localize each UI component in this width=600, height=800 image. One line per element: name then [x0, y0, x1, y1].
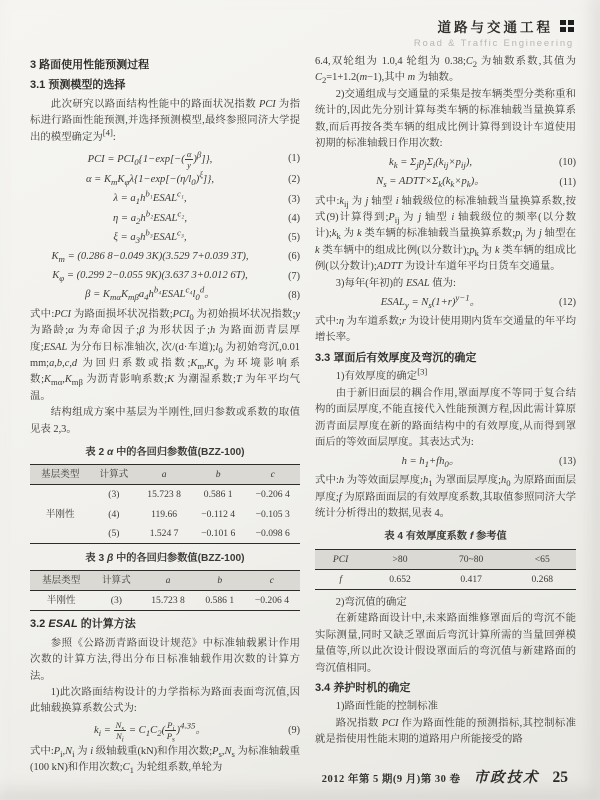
table-cell: (3) [110, 595, 122, 607]
section-3-2-heading: 3.2 ESAL 的计算方法 [30, 618, 136, 631]
equation-13 [315, 454, 576, 471]
table-2 [30, 464, 300, 544]
table-3-caption: 表 3 β 中的各回归参数值(BZZ-100) [85, 552, 245, 564]
table-cell: −0.101 6 [201, 527, 236, 539]
paragraph-structure-note: 结构组成方案中基层为半刚性,回归参数或系数的取值见表 2,3。 [30, 407, 300, 435]
table-header-cell: 基层类型 [41, 575, 81, 587]
equation [30, 188, 300, 208]
equation-body: $\alpha = K_mK_\varphi\lambda\{1-\exp[-(\eta/l_0)^\xi]\}$, [85, 169, 215, 188]
table-header-cell: b [215, 469, 221, 481]
equation-12 [315, 292, 576, 312]
table-header-cell: 基层类型 [41, 469, 80, 481]
table-cell: 119.66 [151, 508, 178, 520]
equation-number: (9) [288, 724, 300, 736]
equation [30, 169, 300, 189]
equation [30, 207, 300, 228]
equation [315, 174, 576, 191]
paragraph-pci-indicator: 路况指数 PCI 作为路面性能的预测指标,其控制标准就是指使用性能末期的道路用户所能接受的路 [315, 717, 576, 746]
table-cell: 0.417 [460, 573, 482, 585]
table-4 [315, 549, 576, 590]
equations-1-to-8 [30, 149, 300, 305]
equation [30, 249, 300, 266]
paragraph-deflection-assumption: 在新建路面设计中,未来路面维修罩面后的弯沉不能实际测量,同时又缺乏罩面后弯沉计算所需的当量回弹模量值等,所以此次设计假设罩面后的弯沉值与新建路面的弯沉值相同。 [315, 613, 576, 674]
equation-number: (4) [288, 212, 300, 224]
section-title-en: Road & Traffic Engineering [413, 38, 574, 49]
equation [315, 155, 576, 172]
equation-number: (3) [288, 193, 300, 205]
section-title-cn: 道路与交通工程 [437, 20, 553, 35]
table-cell: (5) [108, 527, 120, 539]
table-header-cell: c [270, 469, 275, 481]
table-header-cell: a [165, 575, 171, 587]
paragraph-yearly-esal: 3)每年(年初)的 ESAL 值为: [335, 277, 456, 289]
right-column [315, 54, 576, 777]
equation-number: (5) [288, 232, 300, 244]
equations-10-11 [315, 155, 576, 191]
table-header-cell: 计算式 [99, 469, 129, 481]
table-2-caption: 表 2 α 中的各回归参数值(BZZ-100) [85, 447, 245, 459]
equation-body: $k_i$ = $\frac{N_s}{N_i}$ = $C_1C_2$( $\frac{P_i}{P_s}$ )$^{4.35}$。 [93, 720, 207, 745]
equation [30, 268, 300, 285]
table-cell: −0.098 6 [255, 527, 290, 539]
section-3-1-heading: 3.1 预测模型的选择 [30, 79, 126, 92]
table-cell: 15.723 8 [147, 489, 181, 501]
equation-9 [30, 720, 300, 745]
equation [30, 227, 300, 247]
table-row [315, 569, 576, 589]
equation-body: $\eta = a_2h^{b_2}ESAL^{c_2}$, [113, 207, 187, 226]
paragraph-symbols-4: 式中:η 为车道系数;r 为设计使用期内货车交通量的年平均增长率。 [315, 315, 577, 344]
equation-number: (6) [288, 251, 300, 263]
equation-body: $K_m = (0.286$ 8−0.049 3K)(3.529 7+0.039 3T), [51, 250, 249, 265]
equation-number: (10) [559, 157, 576, 169]
table-header-cell: >80 [392, 553, 408, 565]
table-4-caption: 表 4 有效厚度系数 f 参考值 [384, 531, 507, 543]
paragraph-model-intro: 此次研究以路面结构性能中的路面状况指数 PCI 为指标进行路面性能预测,并选择预测模型,最终参照同济大学提出的模型确定为[4]: [30, 98, 300, 143]
table-cell: 0.586 1 [205, 595, 235, 607]
equation-body: $h = h_1+fh_0$。 [401, 455, 460, 469]
table-header-cell: a [161, 469, 167, 481]
equation-number: (7) [288, 270, 300, 282]
table-cell: (3) [108, 489, 120, 501]
paragraph-symbols-3: 式中$:k_{ij}$ 为 j 轴型 i 轴载级位的标准轴载当量换算系数,按式(9)计算得到$;P_{ij}$ 为 j 轴型 i 轴载级位的频率(以分数计)$;k_k$ 为 k 类车辆的标准轴载当量换算系数$;p_j$ 为 j 轴型在 k 类车辆中的组成比例(以分数计)$;p_k$ 为 k 类车辆的组成比例(以分数计);ADTT 为设计车道年平均日货车交通量。 [315, 195, 577, 273]
paragraph-wheel-factors: 6.4,双轮组为 1.0,4 轮组为 $0.38;C_2$ 为轴数系数,其值为 $C_2=1+1.2(m-1)$,其中 m 为轴数。 [315, 56, 576, 86]
paragraph-symbols-2: 式中$:P_i,N_i$ 为 i 级轴载重(kN)和作用次数$;P_s,N_s$ 为标准轴载重(100 kN)和作用次数$;C_1$ 为轮组系数,单轮为 [30, 745, 300, 776]
paragraph-deflection-index: 1)此次路面结构设计的力学指标为路面表面弯沉值,因此轴载换算系数公式为: [30, 687, 300, 715]
equation-number: (2) [288, 174, 300, 186]
table-header-row [315, 549, 576, 569]
equation-body: $\xi = a_3h^{b_3}ESAL^{c_3}$, [113, 227, 187, 245]
table-cell: 0.268 [531, 573, 554, 585]
equation [315, 292, 576, 312]
table-cell: 半刚性 [46, 595, 76, 607]
equation-number: (1) [288, 152, 300, 164]
squares-grid-icon [560, 20, 574, 32]
journal-section-header [414, 16, 574, 49]
paragraph-traffic-composition: 2)交通组成与交通量的采集是按车辆类型分类称重和统计的,因此先分别计算每类车辆的标准轴载当量换算系数,而后再按各类车辆的组成比例计算得到设计车道使用初期的标准轴载日作用次数: [315, 88, 576, 150]
table-header-cell: c [269, 575, 275, 587]
paragraph-symbols-5: 式中:h 为等效面层厚度$;h_1$ 为罩面层厚度$;h_0$ 为原路面面层厚度;f 为原路面面层的有效厚度系数,其取值参照同济大学统计分析得出的数据,见表 4。 [315, 475, 577, 519]
table-cell: −0.206 4 [255, 489, 290, 501]
section-3-3-heading: 3.3 罩面后有效厚度及弯沉的确定 [315, 351, 477, 364]
table-cell: −0.206 4 [254, 595, 290, 607]
table-header-row [30, 465, 300, 485]
equation-body: $\lambda = a_1h^{b_1}ESAL^{c_1}$, [113, 188, 187, 207]
paragraph-symbols-1: 式中:PCI 为路面损坏状况指数$;PCI_0$ 为初始损坏状况指数;y 为路龄;α 为寿命因子;β 为形状因子;h 为路面沥青层厚度;ESAL 为分布日标准轴次, 次/(d·车道)$;l_0$ 为初始弯沉,0.01 mm;a,b,c,d 为回归系数或指数$;K_m,K_\varphi$ 为环境影响系数$;K_{m\alpha},K_{m\beta}$ 为沥青影响系数;K 为潮湿系数;T 为年平均气温。 [30, 308, 301, 402]
table-header-cell: <65 [534, 553, 550, 565]
equation-body: $\beta = K_{m\alpha}K_{m\beta}a_4h^{b_4}ESAL^{c_4}l_0^d$。 [85, 284, 215, 303]
page-number: 25 [552, 769, 568, 786]
paragraph-control-standard-label: 1)路面性能的控制标准 [335, 701, 438, 713]
footer-issue-info: 2012 年第 5 期(9 月)第 30 卷 [321, 774, 461, 785]
equation-body: $N_s$ = $ADTT\times\Sigma_k(k_k\times p_k)$。 [376, 176, 485, 190]
table-cell: (4) [108, 508, 120, 520]
paragraph-deflection-label: 2)弯沉值的确定 [335, 596, 407, 608]
table-cell: f [339, 573, 342, 585]
paragraph-esal-method: 参照《公路沥青路面设计规范》中标准轴载累计作用次数的计算方法,得出分布日标准轴载作用次数的计算方法。 [30, 637, 300, 682]
table-row [30, 485, 300, 505]
equation-body: $ESAL_y = N_s(1+r)^{y-1}$。 [380, 292, 481, 310]
table-header-cell: b [217, 575, 223, 587]
table-cell: −0.105 3 [255, 508, 290, 520]
paragraph-overlay-coupling: 由于新旧面层的耦合作用,罩面厚度不等同于复合结构的面层厚度,不能直接代入性能预测方程,因此需计算原沥青面层厚度在新的路面结构中的有效厚度,从而得到罩面后的等效面层厚度。其表达式为: [315, 387, 576, 448]
equation-number: (13) [559, 456, 576, 468]
equation-number: (11) [559, 176, 576, 188]
table-cell: 半刚性 [45, 508, 75, 520]
equation-body: PCI = $PCI_0\{1-\exp[-$( $\frac{\alpha}{y}$ )$^\beta$]}, [87, 148, 213, 170]
equation-body: $k_k = \Sigma_jp_j\Sigma_i(k_{ij}\times p_{ij})$, [388, 157, 472, 171]
page-footer [322, 766, 568, 787]
paragraph-effective-thickness-label: 1)有效厚度的确定[3] [335, 366, 428, 383]
table-row [30, 591, 300, 611]
table-3 [30, 570, 300, 611]
table-cell: 15.723 8 [151, 595, 185, 607]
equation [30, 720, 300, 745]
equation-number: (12) [559, 297, 576, 309]
table-cell: 0.586 1 [203, 489, 233, 501]
table-header-cell: 70~80 [458, 553, 484, 565]
page-body [30, 54, 576, 777]
table-cell: 0.652 [389, 573, 411, 585]
section-3-4-heading: 3.4 养护时机的确定 [315, 682, 411, 695]
left-column [30, 54, 300, 777]
equation [30, 149, 300, 170]
table-cell: 1.524 7 [149, 527, 179, 539]
section-3-heading: 3 路面使用性能预测过程 [30, 59, 150, 71]
table-header-row [30, 571, 300, 591]
table-header-cell: PCI [332, 553, 349, 565]
table-header-cell: 计算式 [101, 575, 131, 587]
equation [315, 454, 576, 471]
equation [30, 284, 300, 304]
equation-number: (8) [288, 289, 300, 301]
equation-body: $K_\varphi = (0.299$ 2−0.055 9K)(3.637 3+0.012 6T), [52, 270, 248, 284]
table-cell: −0.112 4 [201, 508, 236, 520]
journal-name: 市政技术 [473, 770, 540, 786]
